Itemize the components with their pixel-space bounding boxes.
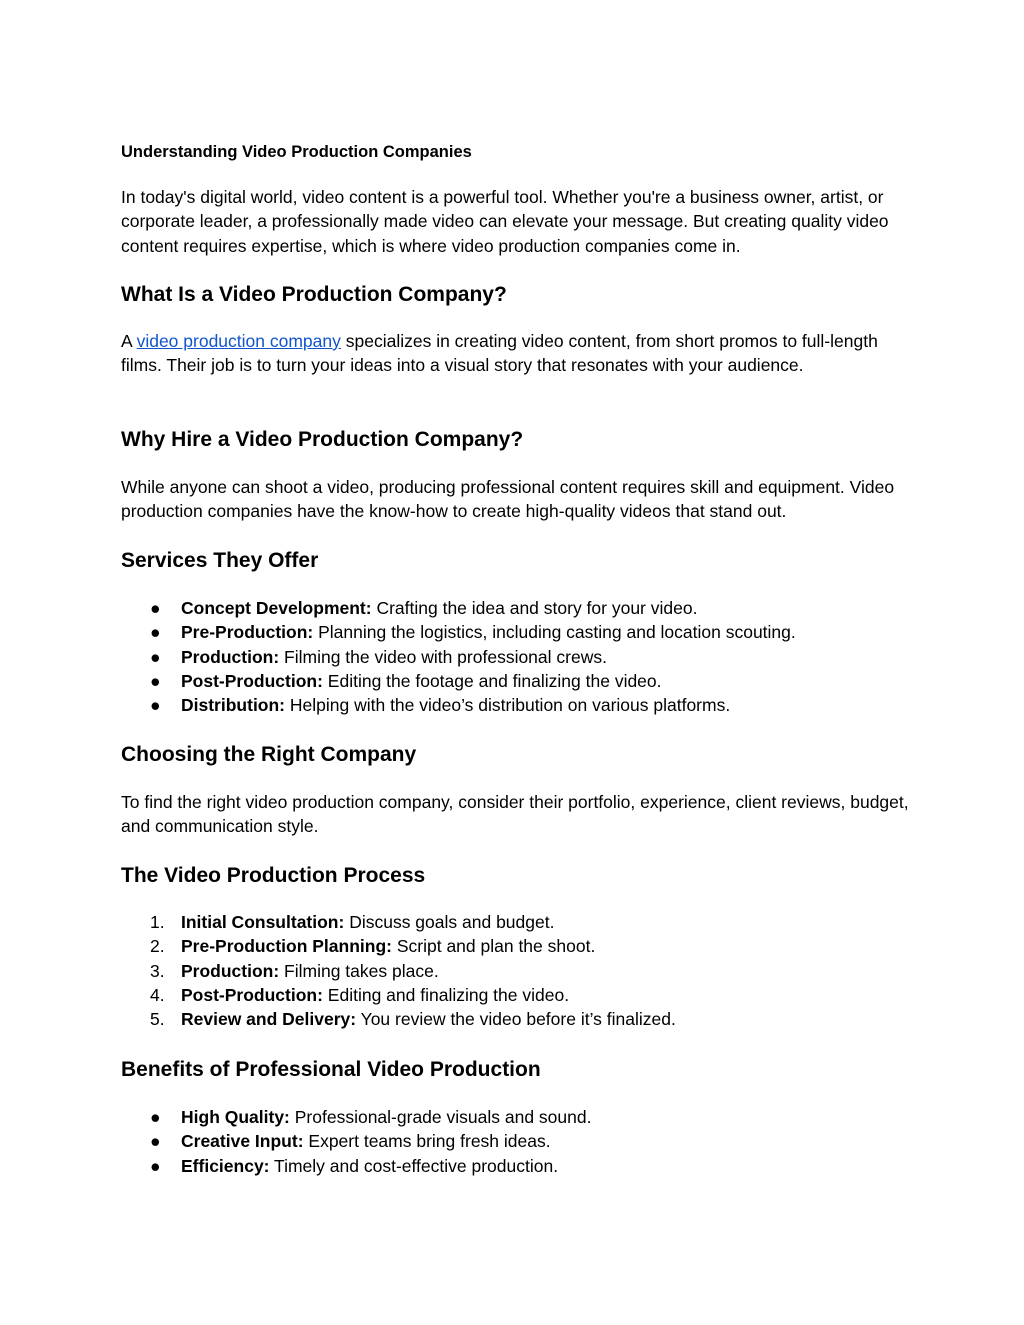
step-number: 3. — [150, 960, 165, 981]
list-item — [121, 1007, 914, 1031]
item-label: Distribution: — [181, 695, 286, 716]
item-text: Script and plan the shoot. — [391, 936, 596, 957]
list-item — [121, 959, 914, 983]
bullet-icon: ● — [150, 622, 161, 643]
benefits-list — [121, 1105, 914, 1178]
item-text: Expert teams bring fresh ideas. — [303, 1131, 551, 1152]
bullet-icon: ● — [150, 646, 161, 667]
bullet-icon: ● — [150, 695, 161, 716]
what-is-prefix: A — [121, 331, 137, 351]
item-label: Review and Delivery: — [181, 1009, 357, 1030]
choosing-paragraph: To find the right video production company, consider their portfolio, experience, client reviews, budget, and communication style. — [121, 792, 909, 837]
item-text: You review the video before it’s finalized. — [356, 1009, 676, 1030]
item-text: Timely and cost-effective production. — [269, 1155, 559, 1176]
list-item — [121, 645, 914, 669]
item-label: Post-Production: — [181, 984, 323, 1005]
item-label: Efficiency: — [181, 1155, 270, 1176]
item-text: Filming takes place. — [279, 960, 439, 981]
list-item — [121, 596, 914, 620]
list-item — [121, 1105, 914, 1129]
item-label: Concept Development: — [181, 598, 372, 618]
heading-process: The Video Production Process — [121, 864, 426, 887]
list-item — [121, 669, 914, 693]
step-number: 5. — [150, 1009, 165, 1030]
process-list — [121, 910, 914, 1031]
what-is-paragraph — [121, 329, 914, 378]
item-label: Production: — [181, 646, 280, 667]
item-label: Post-Production: — [181, 670, 323, 691]
what-is-suffix: specializes in creating video content, from short promos to full-length films. Their job is to turn your ideas into a visual story that resonates with your audience. — [121, 331, 878, 376]
bullet-icon: ● — [150, 1155, 161, 1176]
list-item — [121, 1129, 914, 1153]
bullet-icon: ● — [150, 1107, 161, 1127]
item-label: Initial Consultation: — [181, 912, 345, 932]
list-item — [121, 693, 914, 717]
item-text: Planning the logistics, including casting and location scouting. — [313, 622, 796, 643]
heading-choosing: Choosing the Right Company — [121, 743, 417, 766]
list-item — [121, 1154, 914, 1178]
bullet-icon: ● — [150, 670, 161, 691]
list-item — [121, 910, 914, 934]
list-item — [121, 934, 914, 958]
heading-services: Services They Offer — [121, 549, 319, 572]
heading-why-hire: Why Hire a Video Production Company? — [121, 428, 524, 451]
step-number: 4. — [150, 984, 165, 1005]
item-text: Crafting the idea and story for your video. — [371, 598, 698, 618]
step-number: 1. — [150, 912, 165, 932]
item-label: High Quality: — [181, 1107, 290, 1127]
heading-what-is: What Is a Video Production Company? — [121, 283, 507, 306]
item-label: Pre-Production Planning: — [181, 936, 392, 957]
item-text: Professional-grade visuals and sound. — [289, 1107, 592, 1127]
item-label: Creative Input: — [181, 1131, 304, 1152]
heading-benefits: Benefits of Professional Video Production — [121, 1058, 541, 1081]
item-text: Editing and finalizing the video. — [322, 984, 570, 1005]
bullet-icon: ● — [150, 1131, 161, 1152]
item-label: Pre-Production: — [181, 622, 314, 643]
list-item — [121, 983, 914, 1007]
step-number: 2. — [150, 936, 165, 957]
list-item — [121, 620, 914, 644]
item-text: Filming the video with professional crews. — [279, 646, 607, 667]
item-text: Discuss goals and budget. — [344, 912, 555, 932]
why-hire-paragraph: While anyone can shoot a video, producing professional content requires skill and equipment. Video production companies have the know-how to create high-quality videos that stand out. — [121, 477, 895, 522]
bullet-icon: ● — [150, 598, 161, 618]
intro-paragraph: In today's digital world, video content is a powerful tool. Whether you're a business owner, artist, or corporate leader, a professionally made video can elevate your message. But creating quality video content requires expertise, which is where video production companies come in. — [121, 187, 889, 256]
item-label: Production: — [181, 960, 280, 981]
item-text: Editing the footage and finalizing the video. — [322, 670, 662, 691]
document-title: Understanding Video Production Companies — [121, 143, 472, 161]
services-list — [121, 596, 914, 717]
item-text: Helping with the video’s distribution on various platforms. — [285, 695, 731, 716]
video-production-company-link[interactable]: video production company — [136, 331, 341, 351]
